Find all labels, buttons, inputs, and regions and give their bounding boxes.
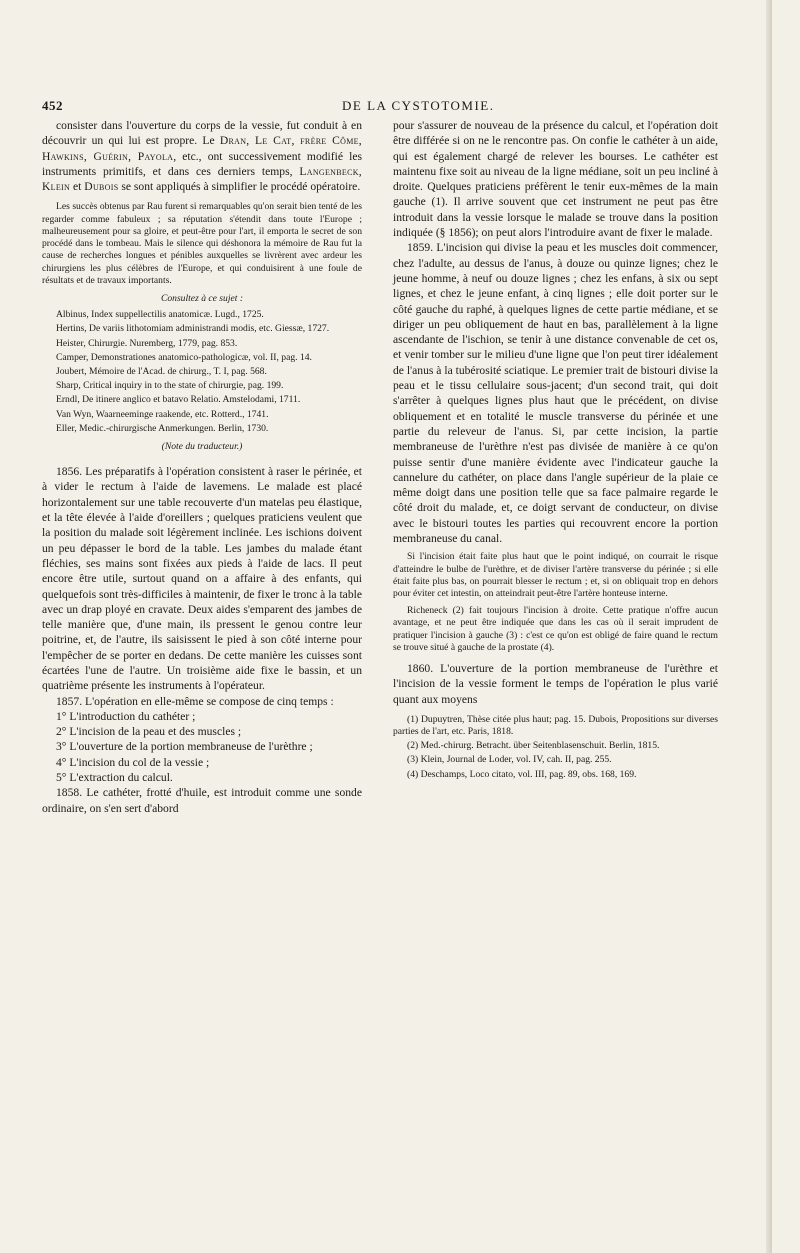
footnote: (1) Dupuytren, Thèse citée plus haut; pag. 15. Dubois, Propositions sur diverses parties de l'art, etc. Paris, 1818. (393, 713, 718, 738)
running-header (42, 98, 732, 118)
translator-note: (Note du traducteur.) (161, 440, 243, 452)
page-edge-shadow (766, 0, 772, 1253)
consult-heading: Consultez à ce sujet : (160, 292, 244, 304)
step-item: 1° L'introduction du cathéter ; (56, 709, 196, 723)
note-rau: Les succès obtenus par Rau furent si remarquables qu'on serait bien tenté de les regarder comme fabuleux ; sa réputation s'étendit dans toute l'Europe ; malheureusement pour sa gloire, et peut-être pour l'art, il emporta le secret de son procédé dans le tombeau. Mais le silence qui déshonora la mémoire de Rau fut la cause de recherches longues et pénibles auxquelles se livrèrent avec ardeur les chirurgiens les plus célèbres de l'Europe, et qui conduisirent à une foule de résultats et de travaux importants. (42, 201, 362, 286)
running-title: DE LA CYSTOTOMIE. (342, 98, 495, 113)
reference-item: Hertins, De variis lithotomiam administrandi modis, etc. Giessæ, 1727. (56, 323, 330, 335)
paragraph-1860: 1860. L'ouverture de la portion membraneuse de l'urèthre et l'incision de la vessie forment le temps de l'opération le plus varié quant aux moyens (393, 661, 718, 706)
left-column (42, 118, 362, 816)
step-item: 3° L'ouverture de la portion membraneuse de l'urèthre ; (56, 740, 313, 754)
reference-item: Heister, Chirurgie. Nuremberg, 1779, pag. 853. (56, 337, 238, 349)
note-richeneck: Richeneck (2) fait toujours l'incision à droite. Cette pratique n'offre aucun avantage, et ne peut être indiquée que dans les cas où il serait imprudent de pratiquer l'incision à gauche (3) : c'est ce qu'on est obligé de faire quand le rectum se trouve situé à gauche de la prostate (4). (393, 605, 718, 653)
reference-item: Sharp, Critical inquiry in to the state of chirurgie, pag. 199. (56, 380, 284, 392)
reference-item: Camper, Demonstrationes anatomico-pathologicæ, vol. II, pag. 14. (56, 351, 312, 363)
page-number: 452 (42, 98, 63, 113)
note-incision: Si l'incision était faite plus haut que le point indiqué, on courrait le risque d'atteindre le bulbe de l'urèthre, et de diviser l'artère transverse du périnée ; si elle était faite plus bas, on pourrait blesser le rectum ; et, si on obliquait trop en dehors pour éviter cet intestin, on atteindrait peut-être l'artère honteuse interne. (393, 551, 718, 599)
paragraph-1859: 1859. L'incision qui divise la peau et les muscles doit commencer, chez l'adulte, au dessus de l'anus, à douze ou quinze lignes; chez le jeune homme, à neuf ou douze lignes ; chez les enfans, à six ou sept lignes, et chez le jeune enfant, à cinq lignes ; elle doit porter sur le côté gauche du raphé, à quelques lignes de cette partie médiane, et se diriger un peu obliquement de haut en bas, parallèlement à la ligne ascendante de l'ischion, se tenir à une distance convenable de cet os, et venir tomber sur le milieu d'une ligne que l'on peut tirer idéalement de l'anus à la tubérosité sciatique. Le premier trait de bistouri divise la peau et le tissu cellulaire sous-jacent; d'un second trait, qui doit s'arrêter à quelques lignes plus haut que le précédent, on divise obliquement et en totalité le muscle transverse du périnée et une partie du releveur de l'anus. Si, par cette incision, la partie membraneuse de l'urèthre n'est pas divisée de manière à ce qu'on puisse sentir d'une manière évidente avec l'indicateur gauche la cannelure du cathéter, on place dans l'angle supérieur de la plaie ce même doigt dans une position telle que sa face palmaire regarde le côté droit du malade, et, ce doigt servant de conducteur, on divise avec le bistouri toutes les parties qui recouvrent encore la portion membraneuse du canal. (393, 241, 718, 546)
reference-item: Eller, Medic.-chirurgische Anmerkungen. Berlin, 1730. (56, 422, 269, 434)
reference-item: Albinus, Index suppellectilis anatomicæ. Lugd., 1725. (56, 309, 264, 321)
footnote: (2) Med.-chirurg. Betracht. über Seitenblasenschuit. Berlin, 1815. (407, 740, 660, 752)
reference-item: Erndl, De itinere anglico et batavo Relatio. Amstelodami, 1711. (56, 394, 301, 406)
step-item: 2° L'incision de la peau et des muscles ; (56, 725, 242, 739)
paragraph-1856: 1856. Les préparatifs à l'opération consistent à raser le périnée, et à vider le rectum à l'aide de lavemens. Le malade est placé horizontalement sur une table recouverte d'un matelas peu élastique, et la tête élevée à l'aide d'oreillers ; quelques praticiens veulent que la position du malade soit légèrement inclinée. Les ischions doivent un peu dépasser le bord de la table. Les jambes du malade étant fléchies, ses mains sont fixées aux pieds à l'aide de lacs. Il peut encore être utile, surtout quand on a affaire à des enfants, qui quelquefois sont très-difficiles à maintenir, de fixer le tronc à la table avec un drap ployé en cravate. Deux aides s'emparent des jambes de telle manière que, d'une main, ils pressent le genou contre leur poitrine, et, de l'autre, ils saisissent le pied à son côté interne pour l'empêcher de se porter en dedans. De cette manière les cuisses sont écartées l'une de l'autre. Un troisième aide fixe le bassin, et un quatrième présente les instruments à l'opérateur. (42, 465, 362, 693)
footnote: (4) Deschamps, Loco citato, vol. III, pag. 89, obs. 168, 169. (407, 768, 637, 780)
step-item: 5° L'extraction du calcul. (56, 771, 173, 785)
footnote: (3) Klein, Journal de Loder, vol. IV, cah. II, pag. 255. (407, 754, 612, 766)
right-column (393, 118, 718, 783)
step-item: 4° L'incision du col de la vessie ; (56, 755, 210, 769)
paragraph-1857: 1857. L'opération en elle-même se compose de cinq temps : (56, 694, 334, 708)
reference-item: Joubert, Mémoire de l'Acad. de chirurg., T. I, pag. 568. (56, 365, 267, 377)
paragraph-continued: pour s'assurer de nouveau de la présence du calcul, et l'opération doit être différée si on ne le rencontre pas. On confie le cathéter à un aide, qui est également chargé de relever les bourses. Le cathéter est maintenu fixe soit au niveau de la ligne médiane, soit un peu incliné à droite. Quelques praticiens préfèrent le tenir eux-mêmes de la main gauche (1). Il arrive souvent que cet instrument ne peut pas être introduit dans la vessie lorsque le malade se trouve dans la position indiquée (§ 1856); on peut alors l'introduire avant de fixer le malade. (393, 119, 718, 240)
reference-item: Van Wyn, Waarneeminge raakende, etc. Rotterd., 1741. (56, 408, 269, 420)
paragraph-1858: 1858. Le cathéter, frotté d'huile, est introduit comme une sonde ordinaire, on s'en sert d'abord (42, 786, 362, 815)
paragraph-intro: consister dans l'ouverture du corps de la vessie, fut conduit à en découvrir un qui lui est propre. Le Dran, Le Cat, frère Côme, Hawkins, Guérin, Payola, etc., ont successivement modifié les instruments primitifs, et dans ces derniers temps, Langenbeck, Klein et Dubois se sont appliqués à simplifier le procédé opératoire. (42, 119, 362, 194)
